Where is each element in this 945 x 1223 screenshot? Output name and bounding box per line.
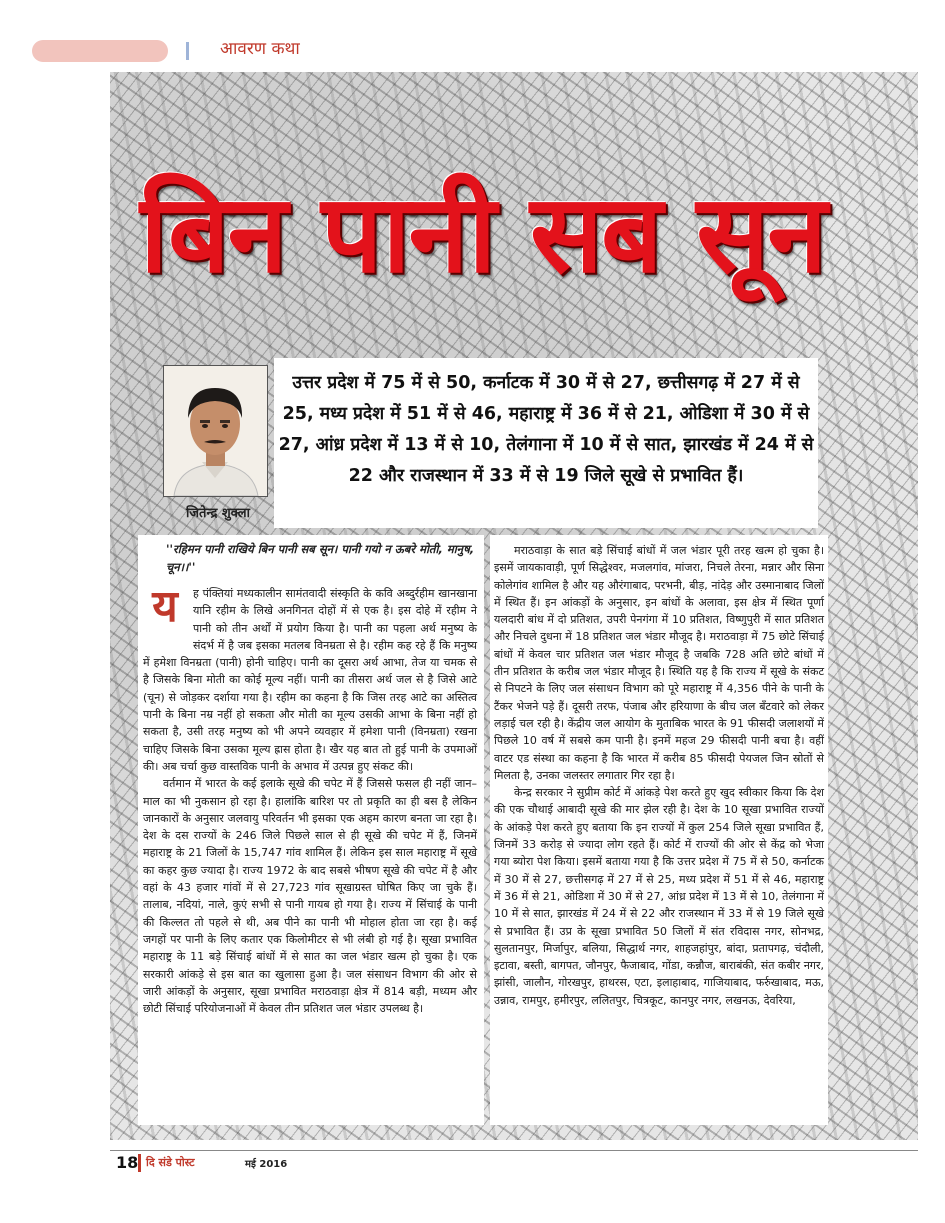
header-divider	[186, 42, 189, 60]
author-photo	[163, 365, 268, 497]
drop-cap: य	[152, 581, 178, 632]
paragraph: केन्द्र सरकार ने सुप्रीम कोर्ट में आंकड़े पेश करते हुए खुद स्वीकार किया कि देश की एक चौथाई आबादी सूखे की मार झेल रही है। देश के 10 सूखा प्रभावित राज्यों के आंकड़े पेश करते हुए बताया कि इन राज्यों में कुल 254 जिले सूखा प्रभावित हैं, जिनमें 33 करोड़ से ज्यादा लोग रहते हैं। कोर्ट में राज्यों की ओर से केंद्र को भेजा गया ब्योरा पेश किया। इसमें बताया गया है कि उत्तर प्रदेश में 75 में से 50, कर्नाटक में 30 में से 27, छत्तीसगढ़ में 27 में से 25, मध्य प्रदेश में 51 में से 46, महाराष्ट्र में 36 में से 21, ओडिशा में 30 में से 27, आंध्र प्रदेश में 13 में से 10, तेलंगाना में 10 में से सात, झारखंड में 24 में से 22 और राजस्थान में 33 में से 19 जिले सूखे से प्रभावित हैं। उप्र के सूखा प्रभावित 50 जिलों में संत रविदास नगर, सोनभद्र, सुलतानपुर, मिर्जापुर, बलिया, सिद्धार्थ नगर, शाहजहांपुर, बांदा, प्रतापगढ़, चंदौली, इटावा, बस्ती, बागपत, जौनपुर, फैजाबाद, गोंडा, कन्नौज, बाराबंकी, संत कबीर नगर, झांसी, जालौन, गोरखपुर, हाथरस, एटा, इलाहाबाद, गाजियाबाद, फर्रुखाबाद, मऊ, उन्नाव, रामपुर, हमीरपुर, ललितपुर, चित्रकूट, कानपुर नगर, लखनऊ, देवरिया,	[494, 786, 824, 1007]
headline: बिन पानी सब सून	[140, 172, 826, 297]
paragraph: मराठवाड़ा के सात बड़े सिंचाई बांधों में जल भंडार पूरी तरह खत्म हो चुका है। इसमें जायकावाड़ी, पूर्ण सिद्धेश्वर, मजलगांव, मांजरा, निचले तेरना, मन्नार और सिना कोलेगांव शामिल है और यह औरंगाबाद, परभनी, बीड़, नांदेड़ और उस्मानाबाद जिलों में स्थित हैं। इन आंकड़ों के अनुसार, इन बांधों के अलावा, इस क्षेत्र में स्थित पूर्णा यलदारी बांध में दो प्रतिशत, उपरी पेनगंगा में 10 प्रतिशत, विष्णुपुरी में सात प्रतिशत और निचले दुधना में 18 प्रतिशत जल भंडार मौजूद है। मराठवाड़ा में 75 छोटे सिंचाई बांधों में केवल चार प्रतिशत जल भंडार मौजूद है जबकि 728 अति छोटे बांधों में तीन प्रतिशत के करीब जल भंडार मौजूद है। स्थिति यह है कि राज्य में सूखे के संकट से निपटने के लिए जल संसाधन विभाग को पूरे महाराष्ट्र में 4,356 पीने के पानी के टैंकर भेजने पड़े हैं। दूसरी तरफ, पंजाब और हरियाणा के बीच जल बँटवारे को लेकर लड़ाई चल रही है। केंद्रीय जल आयोग के मुताबिक भारत के 91 फीसदी जलाशयों में पिछले 10 वर्ष में सबसे कम पानी है। इनमें महज 29 फीसदी पानी बचा है। वहीं वाटर एड संस्था का कहना है कि भारत में करीब 85 फीसदी पेयजल जिन स्रोतों से मिलता है, उनका जलस्तर लगातार गिर रहा है।	[494, 544, 824, 782]
magazine-logo: दि संडे पोस्ट	[146, 1156, 195, 1169]
page-number: 18	[116, 1153, 139, 1172]
left-column-text	[143, 581, 477, 1017]
header-decoration	[32, 40, 168, 62]
section-label: आवरण कथा	[220, 39, 300, 59]
issue-date: मई 2016	[245, 1159, 288, 1170]
right-column-text	[494, 542, 824, 1009]
author-name: जितेन्द्र शुक्ला	[186, 506, 250, 521]
footer-rule	[110, 1150, 918, 1151]
opening-quote: ''रहिमन पानी राखिये बिन पानी सब सून। पानी गयो न ऊबरे मोती, मानुष, चून।।''	[166, 542, 475, 574]
intro-standfirst: उत्तर प्रदेश में 75 में से 50, कर्नाटक में 30 में से 27, छत्तीसगढ़ में 27 में से 25, मध्य प्रदेश में 51 में से 46, महाराष्ट्र में 36 में से 21, ओडिशा में 30 में से 27, आंध्र प्रदेश में 13 में से 10, तेलंगाना में 10 में से सात, झारखंड में 24 में से 22 और राजस्थान में 33 में से 19 जिले सूखे से प्रभावित हैं।	[278, 373, 814, 486]
footer-divider	[138, 1154, 141, 1172]
paragraph: ह पंक्तियां मध्यकालीन सामंतवादी संस्कृति के कवि अब्दुर्रहीम खानखाना यानि रहीम के लिखे अनगिनत दोहों में से एक है। इस दोहे में रहीम ने पानी को तीन अर्थों में प्रयोग किया है। पानी का पहला अर्थ मनुष्य के संदर्भ में है जब इसका मतलब विनम्रता से है। रहीम कह रहे हैं कि मनुष्य में हमेशा विनम्रता (पानी) होनी चाहिए। पानी का दूसरा अर्थ आभा, तेज या चमक से है जिसके बिना मोती का कोई मूल्य नहीं। पानी का तीसरा अर्थ जल से है जिसे आटे (चून) से जोड़कर दर्शाया गया है। रहीम का कहना है कि जिस तरह आटे का अस्तित्व पानी के बिना नम्र नहीं हो सकता और मोती का मूल्य उसकी आभा के बिना नहीं हो सकता है, उसी तरह मनुष्य को भी अपने व्यवहार में हमेशा पानी (विनम्रता) रखना चाहिए जिसके बिना उसका मूल्य ह्रास होता है। खैर यह बात तो हुई पानी के उपमाओं की। अब चर्चा कुछ वास्तविक पानी के अभाव में उत्पन्न हुए संकट की।	[143, 587, 477, 773]
paragraph: वर्तमान में भारत के कई इलाके सूखे की चपेट में हैं जिससे फसल ही नहीं जान–माल का भी नुकसान हो रहा है। हालांकि बारिश पर तो प्रकृति का ही बस है लेकिन जानकारों के अनुसार जलवायु परिवर्तन भी इसका एक अहम कारण बनता जा रहा है। देश के दस राज्यों के 246 जिले पिछले साल से ही सूखे की चपेट में हैं, जिनमें महाराष्ट्र के 21 जिलों के 15,747 गांव शामिल हैं। लेकिन इस साल महाराष्ट्र में सूखे का कहर कुछ ज्यादा है। राज्य 1972 के बाद सबसे भीषण सूखे की चपेट में है और वहां के 43 हजार गांवों में से 27,723 गांव सूखाग्रस्त घोषित किए जा चुके हैं। तालाब, नदियां, नाले, कुएं सभी से पानी गायब हो गया है। राज्य में सिंचाई के पानी की किल्लत तो पहले से थी, अब पीने का पानी भी मोहाल होता जा रहा है। कई जगहों पर पानी के लिए कतार एक किलोमीटर से भी लंबी हो गई है। सूखा प्रभावित महाराष्ट्र के 11 बड़े सिंचाई बांधों में से सात का जल भंडार खत्म हो चुका है। एक सरकारी आंकड़े से इस बात का खुलासा हुआ है। जल संसाधन विभाग की ओर से जारी आंकड़ों के अनुसार, सूखा प्रभावित मराठवाड़ा क्षेत्र में 814 बड़ी, मध्यम और छोटी सिंचाई परियोजनाओं में केवल तीन प्रतिशत जल भंडार उपलब्ध है।	[143, 777, 477, 1016]
author-portrait-icon	[164, 366, 267, 496]
